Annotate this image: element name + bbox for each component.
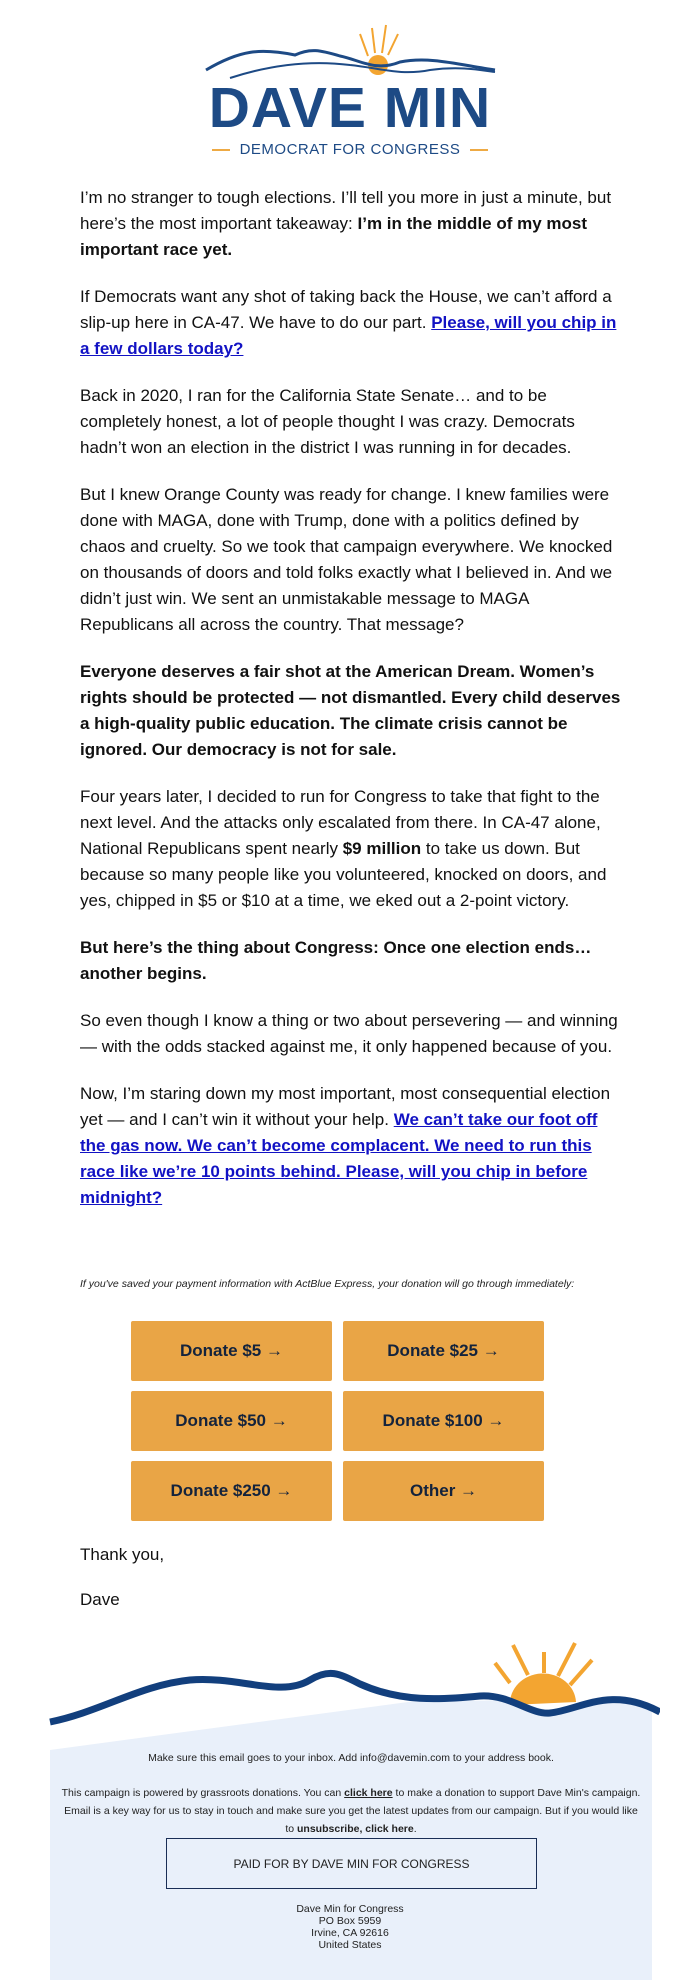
donate-5-button[interactable]: Donate $5 → [131,1321,332,1381]
paragraph-2 [80,284,625,362]
donate-link[interactable]: We can’t take our foot off the gas now. We can’t become complacent. We need to run this race like we’re 10 points behind. Please, will you chip in before midnight? [80,1110,598,1207]
bold-text: But here’s the thing about Congress: Once one election ends… another begins. [80,938,592,983]
text: to make a donation to support Dave Min's campaign. Email is a key way for us to stay in touch and make sure you get the latest updates from our campaign. But if you would like to [64,1787,641,1835]
donate-other-button[interactable]: Other → [343,1461,544,1521]
paragraph-6 [80,784,625,914]
text: to take us down. But because so many people like you volunteered, knocked on doors, and yes, chipped in $5 or $10 at a time, we eked out a 2-point victory. [80,839,607,910]
bold-text: I’m in the middle of my most important race yet. [80,214,588,259]
paragraph-4: But I knew Orange County was ready for change. I knew families were done with MAGA, done with Trump, done with a politics defined by chaos and cruelty. So we took that campaign everywhere. We knocked on thousands of doors and told folks exactly what I believed in. And we didn’t just win. We sent an unmistakable message to MAGA Republicans all across the country. That message? [80,485,613,634]
donate-100-button[interactable]: Donate $100 → [343,1391,544,1451]
actblue-note: If you've saved your payment information with ActBlue Express, your donation will go through immediately: [80,1278,575,1290]
donate-link[interactable]: Please, will you chip in a few dollars today? [80,313,617,358]
address-line: Dave Min for Congress [296,1903,404,1915]
text: Four years later, I decided to run for Congress to take that fight to the next level. And the attacks only escalated from there. In CA-47 alone, National Republicans spent nearly [80,787,601,858]
paid-for-disclaimer: PAID FOR BY DAVE MIN FOR CONGRESS [166,1838,537,1889]
logo-subtitle [200,141,500,158]
bold-text: $9 million [342,839,422,858]
donate-25-button[interactable]: Donate $25 → [343,1321,544,1381]
mountain-sun-icon [200,20,500,80]
paragraph-5 [80,659,625,763]
donate-250-button[interactable]: Donate $250 → [131,1461,332,1521]
campaign-logo [200,20,500,158]
email-body [80,185,625,1232]
text: If Democrats want any shot of taking back the House, we can’t afford a slip-up here in CA-47. We have to do our part. [80,287,612,332]
address-line: United States [318,1939,382,1951]
donation-link[interactable]: click here [344,1787,393,1799]
thanks-text: Thank you, [80,1545,165,1564]
mailing-address [0,1903,700,1951]
paragraph-3: Back in 2020, I ran for the California State Senate… and to be completely honest, a lot of people thought I was crazy. Democrats hadn’t won an election in the district I was running in for decades. [80,386,575,457]
paragraph-8: So even though I know a thing or two about persevering — and winning — with the odds stacked against me, it only happened because of you. [80,1011,618,1056]
text: . [413,1823,417,1835]
bold-text: Everyone deserves a fair shot at the American Dream. Women’s rights should be protected — not dismantled. Every child deserves a high-quality public education. The climate crisis cannot be ignored. Our democracy is not for sale. [80,662,621,759]
paragraph-7 [80,935,625,987]
logo-subtitle-text: DEMOCRAT FOR CONGRESS [239,141,461,158]
grassroots-note [60,1784,642,1838]
text: This campaign is powered by grassroots donations. You can [61,1787,345,1799]
paragraph-1 [80,185,625,263]
text: I’m no stranger to tough elections. I’ll tell you more in just a minute, but here’s the most important takeaway: [80,188,612,233]
address-line: Irvine, CA 92616 [311,1927,389,1939]
paragraph-9 [80,1081,625,1211]
signature-name: Dave [80,1590,120,1609]
unsubscribe-link[interactable]: unsubscribe, click here [297,1823,414,1835]
text: Now, I’m staring down my most important, most consequential election yet — and I can’t win it without your help. [80,1084,611,1129]
inbox-note: Make sure this email goes to your inbox. Add info@davemin.com to your address book. [148,1752,554,1764]
address-line: PO Box 5959 [318,1915,382,1927]
donate-50-button[interactable]: Donate $50 → [131,1391,332,1451]
logo-name: DAVE MIN [208,76,492,140]
footer-wave-sun-icon [40,1640,660,1750]
